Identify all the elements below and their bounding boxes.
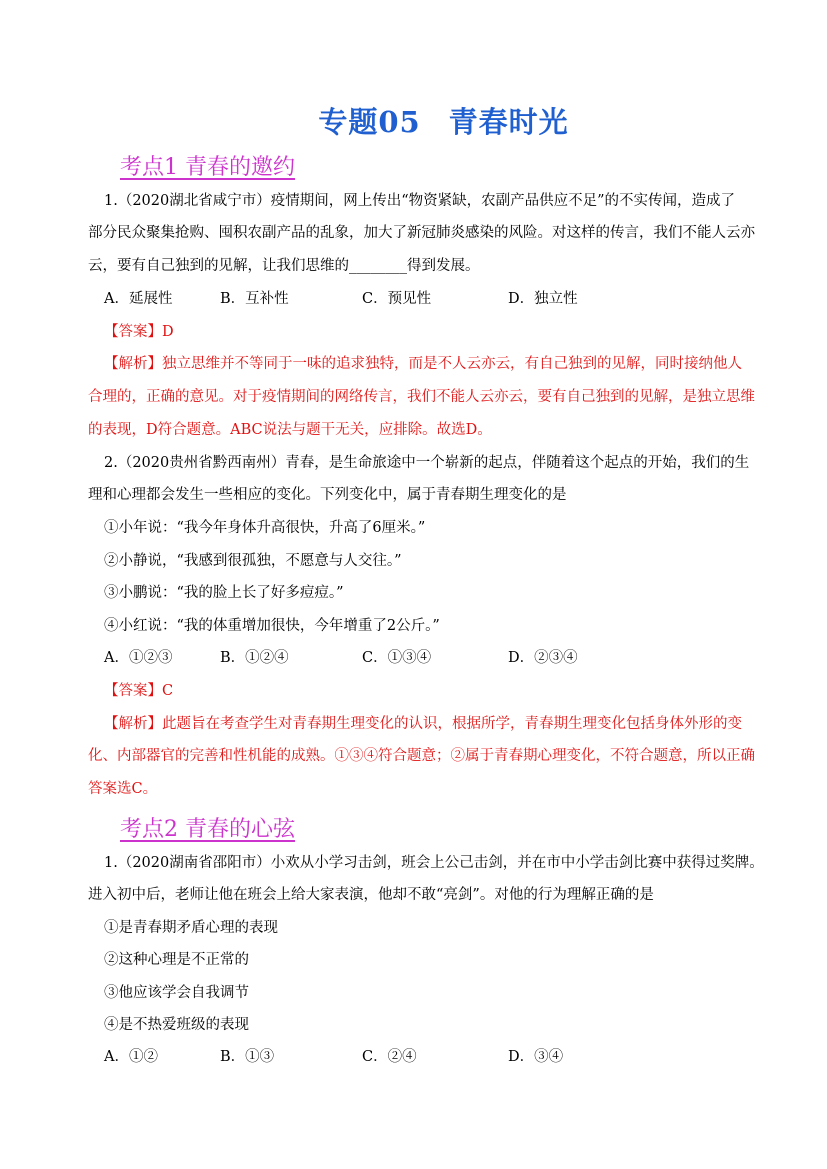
q2-option-d: D．②③④	[508, 650, 578, 666]
q3-line-2: 进入初中后，老师让他在班会上给大家表演，他却不敢“亮剑”。对他的行为理解正确的是	[88, 887, 654, 903]
q3-item-1: ①是青春期矛盾心理的表现	[104, 920, 278, 936]
q1-answer: 【答案】D	[104, 324, 174, 340]
q2-line-1: 2.（2020贵州省黔西南州）青春，是生命旅途中一个崭新的起点，伴随着这个起点的开始，我们的生	[104, 455, 750, 471]
q3-item-2: ②这种心理是不正常的	[104, 952, 249, 968]
q1-option-d: D．独立性	[508, 291, 578, 307]
q2-item-2: ②小静说，“我感到很孤独，不愿意与人交往。”	[104, 553, 402, 569]
q3-option-b: B．①③	[220, 1049, 275, 1065]
q3-option-c: C．②④	[362, 1049, 417, 1065]
q3-line-1: 1.（2020湖南省邵阳市）小欢从小学习击剑，班会上公己击剑，并在市中小学击剑比赛中获得过奖牌。	[104, 855, 764, 871]
q1-analysis-3: 的表现，D符合题意。ABC说法与题干无关，应排除。故选D。	[88, 422, 492, 438]
section-heading-2: 考点2 青春的心弦	[120, 817, 295, 842]
q2-line-2: 理和心理都会发生一些相应的变化。下列变化中，属于青春期生理变化的是	[88, 487, 567, 503]
q2-analysis-3: 答案选C。	[88, 781, 158, 797]
page-title	[0, 100, 827, 141]
q1-line-1: 1.（2020湖北省咸宁市）疫情期间，网上传出“物资紧缺，农副产品供应不足”的不实传闻，造成了	[104, 193, 736, 209]
q2-option-b: B．①②④	[220, 650, 289, 666]
q1-line-3: 云，要有自己独到的见解，让我们思维的________得到发展。	[88, 258, 480, 274]
q1-line-2: 部分民众聚集抢购、囤积农副产品的乱象，加大了新冠肺炎感染的风险。对这样的传言，我们不能人云亦	[88, 225, 755, 241]
q2-item-1: ①小年说：“我今年身体升高很快，升高了6厘米。”	[104, 520, 426, 536]
q2-option-a: A．①②③	[104, 650, 173, 666]
q3-item-3: ③他应该学会自我调节	[104, 985, 249, 1001]
q2-option-c: C．①③④	[362, 650, 432, 666]
q1-option-b: B．互补性	[220, 291, 289, 307]
q2-analysis-2: 化、内部器官的完善和性机能的成熟。①③④符合题意；②属于青春期心理变化，不符合题意，所以正确	[88, 748, 755, 764]
q3-option-a: A．①②	[104, 1049, 158, 1065]
q1-option-a: A．延展性	[104, 291, 173, 307]
q2-item-4: ④小红说：“我的体重增加很快，今年增重了2公斤。”	[104, 618, 440, 634]
title-part2: 青春时光	[448, 105, 569, 139]
q2-item-3: ③小鹏说：“我的脸上长了好多痘痘。”	[104, 585, 344, 601]
q3-item-4: ④是不热爱班级的表现	[104, 1017, 249, 1033]
q1-analysis-1: 【解析】独立思维并不等同于一味的追求独特，而是不人云亦云，有自己独到的见解，同时接纳他人	[104, 356, 742, 372]
q3-option-d: D．③④	[508, 1049, 564, 1065]
q1-analysis-2: 合理的，正确的意见。对于疫情期间的网络传言，我们不能人云亦云，要有自己独到的见解，是独立思维	[88, 389, 755, 405]
q2-analysis-1: 【解析】此题旨在考查学生对青春期生理变化的认识，根据所学，青春期生理变化包括身体外形的变	[104, 716, 742, 732]
section-heading-1: 考点1 青春的邀约	[120, 155, 295, 180]
q1-option-c: C．预见性	[362, 291, 432, 307]
q2-answer: 【答案】C	[104, 683, 174, 699]
title-part1: 专题05	[318, 105, 421, 139]
